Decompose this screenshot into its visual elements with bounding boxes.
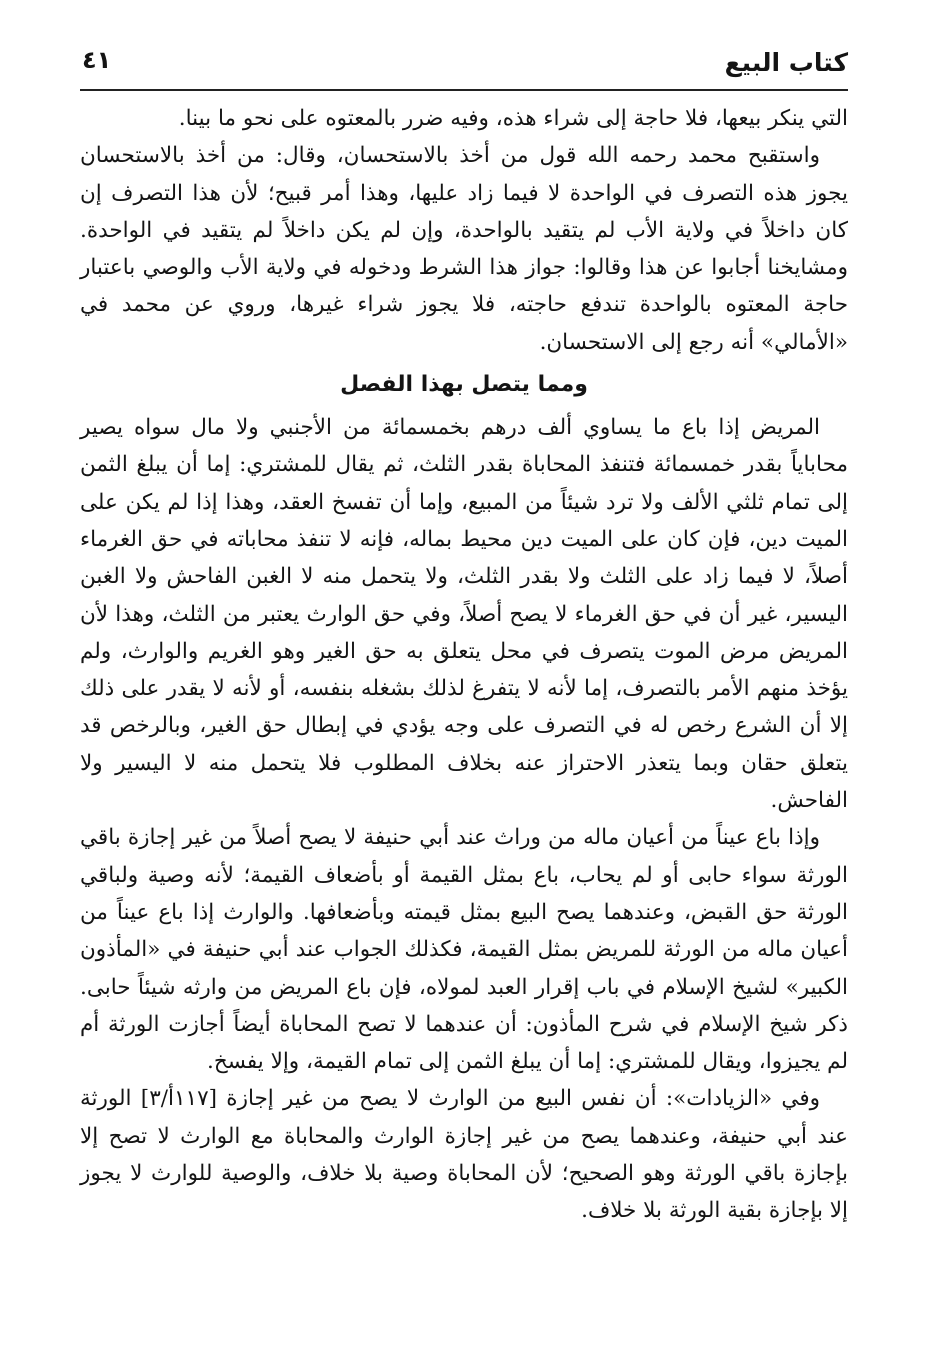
header-rule (80, 89, 848, 91)
page-body (80, 100, 848, 1230)
paragraph: واستقبح محمد رحمه الله قول من أخذ بالاستحسان، وقال: من أخذ بالاستحسان يجوز هذه التصرف في الواحدة لا فيما زاد عليها، وهذا أمر قبيح؛ لأن هذا التصرف إن كان داخلاً في ولاية الأب لم يتقيد بالواحدة، وإن لم يكن داخلاً لم يتقيد في الواحدة. ومشايخنا أجابوا عن هذا وقالوا: جواز هذا الشرط ودخوله في ولاية الأب والوصي باعتبار حاجة المعتوه بالواحدة تندفع حاجته، فلا يجوز شراء غيرها، وروي عن محمد في «الأمالي» أنه رجع إلى الاستحسان. (80, 143, 848, 355)
page-number: ٤١ (82, 46, 112, 74)
paragraph: المريض إذا باع ما يساوي ألف درهم بخمسمائة من الأجنبي ولا مال سواه يصير محاباياً بقدر خمسمائة فتنفذ المحاباة بقدر الثلث، ثم يقال للمشتري: إما أن يبلغ الثمن إلى تمام ثلثي الألف ولا ترد شيئاً من المبيع، وإما أن تفسخ العقد، وهذا إذا لم يكن على الميت دين، فإن كان على الميت دين محيط بماله، فإنه لا تنفذ محاباته في حق الغرماء أصلاً، لا فيما زاد على الثلث ولا بقدر الثلث، ولا يتحمل منه لا الغبن الفاحش ولا الغبن اليسير، غير أن في حق الغرماء لا يصح أصلاً، وفي حق الوارث يعتبر من الثلث، وهذا لأن المريض مرض الموت يتصرف في محل يتعلق به حق الغير وهو الغريم والوارث، ولم يؤخذ منهم الأمر بالتصرف، إما لأنه لا يتفرغ لذلك بشغله بنفسه، أو لأنه لا يقدر على ذلك إلا أن الشرع رخص له في التصرف على وجه يؤدي في إبطال حق الغير، وبالرخص قد يتعلق حقان وبما يتعذر الاحتراز عنه بخلاف المطلوب فلا يتحمل منه لا اليسير ولا الفاحش. (80, 415, 848, 814)
paragraph: وإذا باع عيناً من أعيان ماله من وراث عند أبي حنيفة لا يصح أصلاً من غير إجازة باقي الورثة سواء حابى أو لم يحاب، باع بمثل القيمة أو بأضعاف القيمة؛ لأنه وصية ولباقي الورثة حق القبض، وعندهما يصح البيع بمثل قيمته وبأضعافها. والوارث إذا باع عيناً من أعيان ماله من الورثة للمريض بمثل القيمة، فكذلك الجواب عند أبي حنيفة في «المأذون الكبير» لشيخ الإسلام في باب إقرار العبد لمولاه، فإن باع المريض من وارثه شيئاً حابى. ذكر شيخ الإسلام في شرح المأذون: أن عندهما لا تصح المحاباة أيضاً أجازت الورثة أم لم يجيزوا، ويقال للمشتري: إما أن يبلغ الثمن إلى تمام القيمة، وإلا يفسخ. (80, 825, 848, 1075)
section-heading: ومما يتصل بهذا الفصل (340, 372, 588, 398)
book-title: كتاب البيع (724, 48, 848, 77)
page-header (80, 44, 848, 88)
paragraph: التي ينكر بيعها، فلا حاجة إلى شراء هذه، وفيه ضرر بالمعتوه على نحو ما بينا. (178, 106, 848, 131)
paragraph: وفي «الزيادات»: أن نفس البيع من الوارث لا يصح من غير إجازة [١١٧أ/٣] الورثة عند أبي حنيفة، وعندهما يصح من غير إجازة الوارث والمحاباة مع الوارث لا تصح إلا بإجازة باقي الورثة وهو الصحيح؛ لأن المحاباة وصية بلا خلاف، والوصية للوارث لا يجوز إلا بإجازة بقية الورثة بلا خلاف. (80, 1086, 848, 1224)
